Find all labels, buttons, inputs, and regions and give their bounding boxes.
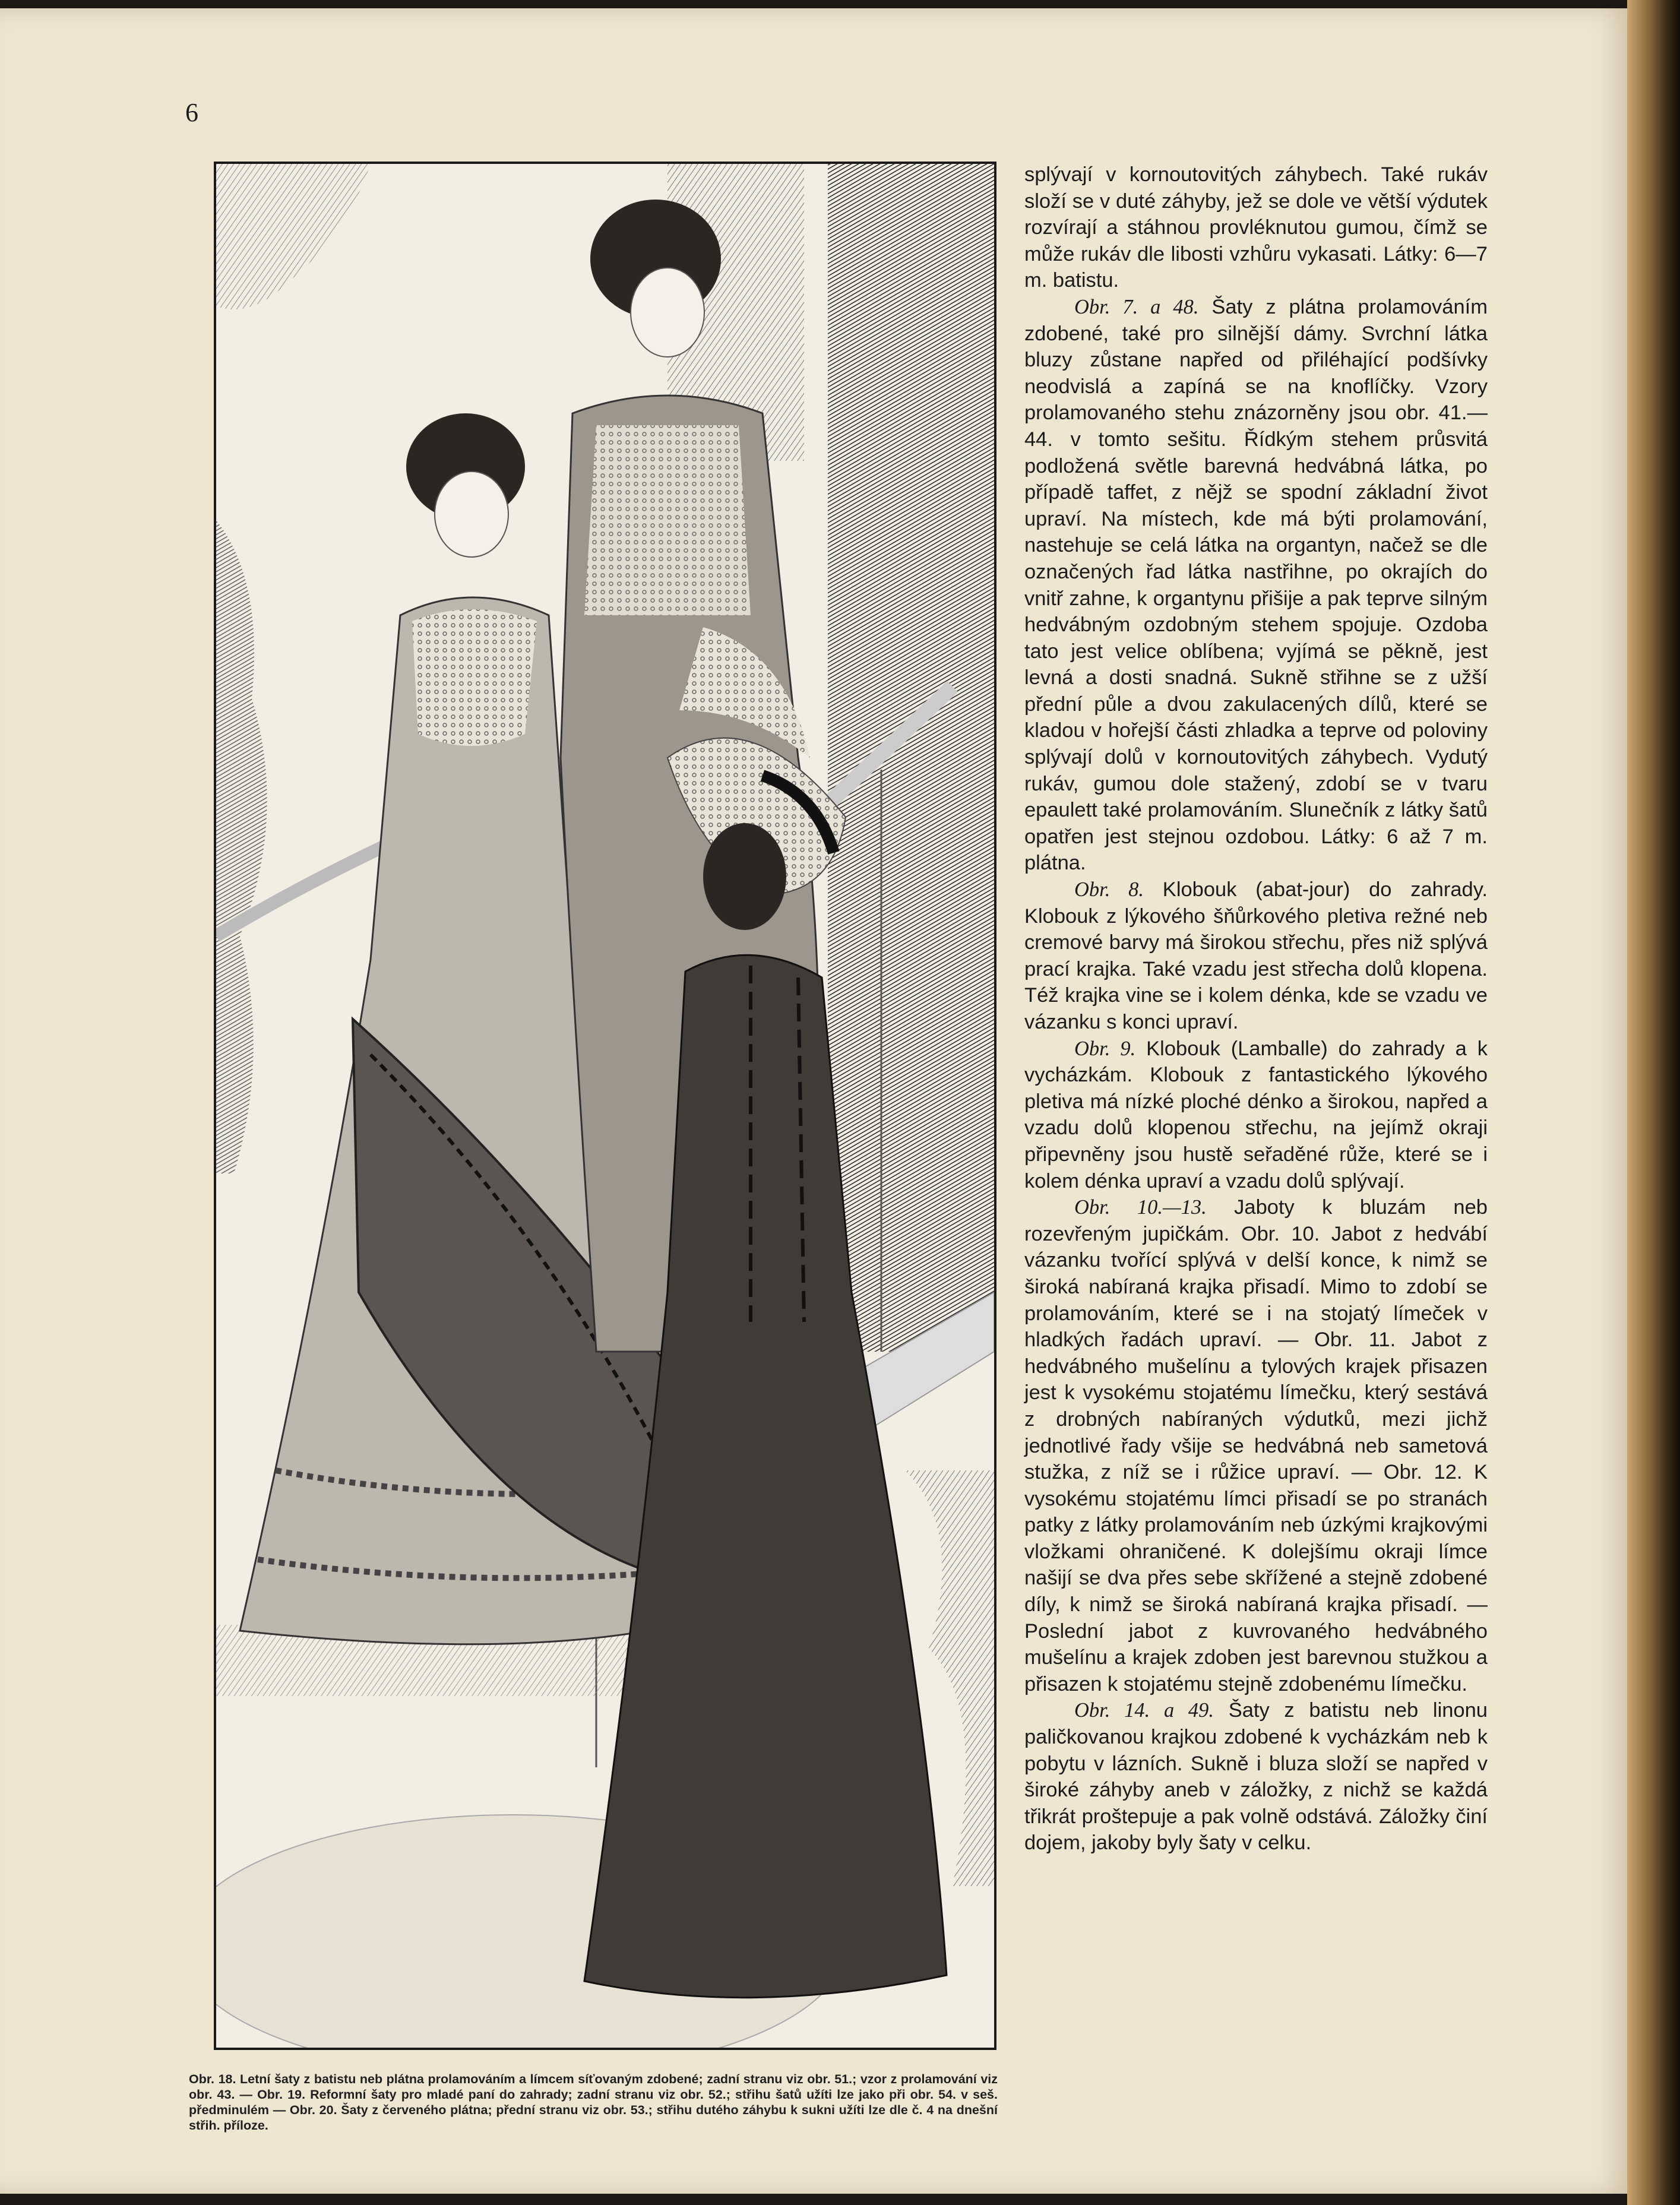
paragraph-text: Klobouk (Lamballe) do zahrady a k vycházkám. Klobouk z fantastického lýkového pletiva má nízké ploché dénko a širokou, napřed a vzadu dolů klopenou střechu, na jejímž okraji připevněny jsou hustě seřaděné růže, které se i kolem dénka upraví a vzadu dolů splývají. bbox=[1024, 1037, 1488, 1192]
figure-reference: Obr. 7. a 48. bbox=[1074, 295, 1199, 318]
figure-reference: Obr. 14. a 49. bbox=[1074, 1699, 1214, 1722]
paragraph-text: Jaboty k bluzám neb rozevřeným jupičkám. Obr. 10. Jabot z hedvábí vázanku tvořící splývá v delší konce, k nimž se široká nabíraná krajka přisadí. Mimo to zdobí se prolamováním, které se i na stojatý límeček v hladkých řadách upraví. — Obr. 11. Jabot z hedvábného mušelínu a tylových krajek přisazen jest k vysokému stojatému límečku, který sestává z drobných nabíraných výdutků, mezi jichž jednotlivé řady všije se hedvábná neb sametová stužka, z níž se i růžice upraví. — Obr. 12. K vysokému stojatému límci přisadí se po stranách patky z látky prolamováním neb úzkými krajkovými vložkami ohraničené. K dolejšímu okraji límce našijí se dva přes sebe skřížené a stejně zdobené díly, k nimž se široká nabíraná krajka přisadí. — Poslední jabot z kuvrovaného hedvábného mušelínu a krajek zdoben jest barevnou stužkou a přisazen k stojatému stejně zdobenému límečku. bbox=[1024, 1196, 1488, 1695]
figure-reference: Obr. 8. bbox=[1074, 878, 1144, 901]
paragraph-obr-7-48 bbox=[1024, 294, 1488, 877]
fashion-illustration bbox=[214, 162, 996, 2050]
continued-paragraph: splývají v kornoutovitých záhybech. Také rukáv složí se v duté záhyby, jež se dole ve větší výdutek rozvírají a stáhnou provléknutou gumou, čímž se může rukáv dle libosti vzhůru vykasati. Látky: 6—7 m. batistu. bbox=[1024, 163, 1488, 292]
paragraph-text: Šaty z plátna prolamováním zdobené, také pro silnější dámy. Svrchní látka bluzy zůstane napřed od přiléhající podšívky neodvislá a zapíná se na knoflíčky. Vzory prolamovaného stehu znázorněny jsou obr. 41.—44. v tomto sešitu. Řídkým stehem průsvitá podložená světle barevná hedvábná látka, po případě taffet, z nějž se spodní základní život upraví. Na místech, kde má býti prolamování, nastehuje se celá látka na organtyn, načež se dle označených řad látka nastřihne, po okrajích do vnitř zahne, k organtynu přišije a pak teprve silným hedvábným ozdobným stehem spojuje. Ozdoba tato jest velice oblíbena; vyjímá se pěkně, jest levná a dosti snadná. Sukně střihne se z užší přední půle a dvou zakulacených dílů, které se kladou v hořejší části zhladka a teprve od poloviny splývají dolů v kornoutovitých záhybech. Vydutý rukáv, gumou dole stažený, zdobí se v tvaru epaulett také prolamováním. Slunečník z látky šatů opatřen jest stejnou ozdobou. Látky: 6 až 7 m. plátna. bbox=[1024, 295, 1488, 875]
article-text-column bbox=[1024, 162, 1488, 1856]
book-page bbox=[0, 8, 1633, 2194]
paragraph-obr-8 bbox=[1024, 877, 1488, 1036]
book-binding-edge bbox=[1627, 0, 1680, 2205]
page-number: 6 bbox=[185, 98, 198, 127]
paragraph-obr-10-13 bbox=[1024, 1194, 1488, 1697]
paragraph-text: Klobouk (abat-jour) do zahrady. Klobouk z lýkového šňůrkového pletiva režné neb cremové barvy má širokou střechu, přes niž splývá prací krajka. Také vzadu jest střecha dolů klopena. Též krajka vine se i kolem dénka, kde se vzadu ve vázanku s konci upraví. bbox=[1024, 878, 1488, 1033]
paragraph-text: Šaty z batistu neb linonu paličkovanou krajkou zdobené k vycházkám neb k pobytu v lázních. Sukně i bluza složí se napřed v široké záhyby aneb v záložky, z nichž se každá třikrát proštepuje a pak volně odstává. Záložky činí dojem, jakoby byly šaty v celku. bbox=[1024, 1699, 1488, 1855]
figure-reference: Obr. 9. bbox=[1074, 1037, 1136, 1060]
figure-reference: Obr. 10.—13. bbox=[1074, 1196, 1207, 1219]
paragraph-obr-14-49 bbox=[1024, 1697, 1488, 1856]
paragraph-obr-9 bbox=[1024, 1036, 1488, 1195]
figure-caption: Obr. 18. Letní šaty z batistu neb plátna prolamováním a límcem síťovaným zdobené; zadní stranu viz obr. 51.; vzor z prolamování viz obr. 43. — Obr. 19. Reformní šaty pro mladé paní do zahrady; zadní stranu viz obr. 52.; střihu šatů užíti lze jako při obr. 54. v seš. předminulém — Obr. 20. Šaty z červeného plátna; přední stranu viz obr. 53.; střihu dutého záhybu k sukni užíti lze dle č. 4 na dnešní střih. příloze. bbox=[189, 2072, 998, 2133]
engraving-figures-image bbox=[216, 164, 994, 2048]
